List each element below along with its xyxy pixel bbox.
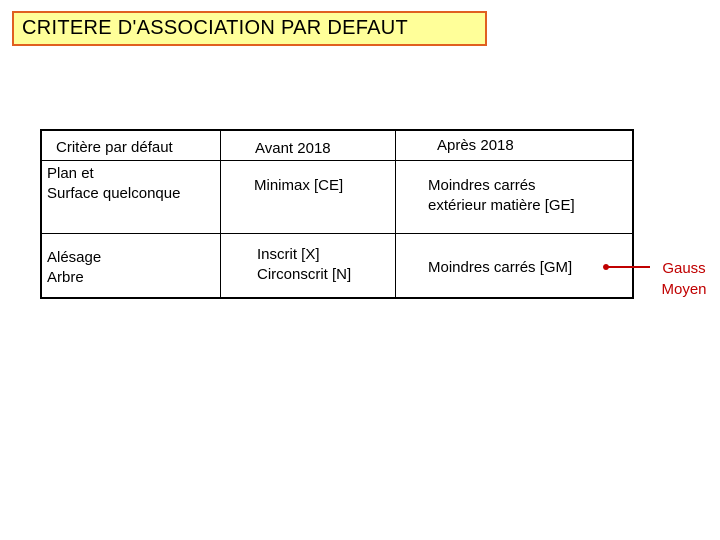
header-avant: Avant 2018 — [255, 140, 331, 157]
row1-critere — [47, 164, 180, 204]
row1-critere-line2: Surface quelconque — [47, 185, 181, 202]
header-critere: Critère par défaut — [56, 139, 173, 156]
table-divider — [42, 160, 632, 161]
row2-avant-line2: Circonscrit [N] — [257, 266, 352, 283]
row1-apres-line1: Moindres carrés — [428, 177, 536, 194]
gauss-annotation-line2: Moyen — [661, 281, 707, 298]
table-divider — [395, 131, 396, 297]
annotation-arrow-dot — [603, 264, 609, 270]
row2-avant-line1: Inscrit [X] — [257, 246, 320, 263]
row2-apres: Moindres carrés [GM] — [428, 259, 573, 276]
row1-apres-line2: extérieur matière [GE] — [428, 197, 575, 214]
row1-critere-line1: Plan et — [47, 165, 94, 182]
row2-critere-line1: Alésage — [47, 249, 102, 266]
slide-title — [12, 11, 487, 46]
row1-avant: Minimax [CE] — [254, 177, 344, 194]
row2-avant — [257, 245, 351, 285]
row1-apres — [428, 176, 575, 216]
row2-critere — [47, 248, 101, 288]
table-divider — [42, 233, 632, 234]
association-table — [40, 129, 634, 299]
row2-critere-line2: Arbre — [47, 269, 84, 286]
slide-title-text: CRITERE D'ASSOCIATION PAR DEFAUT — [22, 17, 409, 39]
header-apres: Après 2018 — [437, 137, 514, 154]
annotation-arrow-line — [606, 266, 650, 268]
table-divider — [220, 131, 221, 297]
gauss-annotation — [652, 258, 716, 300]
gauss-annotation-line1: Gauss — [662, 260, 706, 277]
